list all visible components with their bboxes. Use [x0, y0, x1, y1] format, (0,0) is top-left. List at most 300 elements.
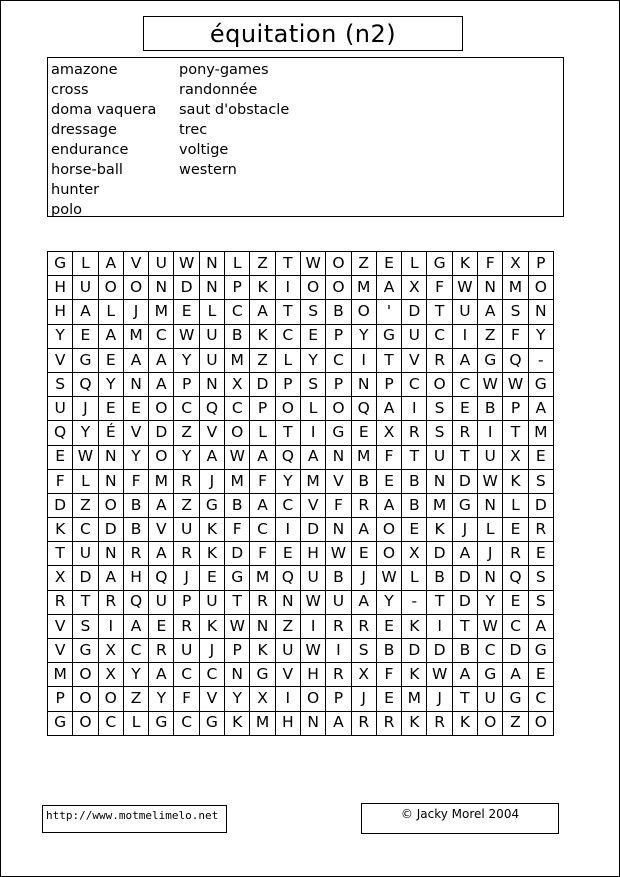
grid-cell[interactable]: K: [402, 711, 427, 735]
grid-cell[interactable]: P: [174, 590, 199, 614]
grid-cell[interactable]: O: [73, 687, 98, 711]
grid-cell[interactable]: E: [376, 687, 401, 711]
grid-cell[interactable]: R: [48, 590, 73, 614]
grid-cell[interactable]: V: [149, 518, 174, 542]
grid-cell[interactable]: K: [225, 711, 250, 735]
grid-cell[interactable]: O: [326, 276, 351, 300]
grid-cell[interactable]: S: [528, 566, 553, 590]
grid-cell[interactable]: P: [250, 397, 275, 421]
grid-cell[interactable]: N: [326, 518, 351, 542]
grid-cell[interactable]: N: [123, 372, 148, 396]
grid-cell[interactable]: A: [98, 252, 123, 276]
grid-cell[interactable]: V: [402, 348, 427, 372]
grid-cell[interactable]: T: [275, 300, 300, 324]
grid-cell[interactable]: D: [427, 639, 452, 663]
grid-cell[interactable]: L: [123, 711, 148, 735]
grid-cell[interactable]: U: [149, 252, 174, 276]
grid-cell[interactable]: G: [73, 348, 98, 372]
grid-cell[interactable]: G: [478, 663, 503, 687]
grid-cell[interactable]: L: [300, 397, 325, 421]
grid-cell[interactable]: R: [427, 711, 452, 735]
grid-cell[interactable]: O: [123, 276, 148, 300]
grid-cell[interactable]: A: [452, 663, 477, 687]
grid-cell[interactable]: L: [225, 252, 250, 276]
grid-cell[interactable]: V: [48, 348, 73, 372]
grid-cell[interactable]: Q: [73, 372, 98, 396]
grid-cell[interactable]: D: [250, 372, 275, 396]
grid-cell[interactable]: T: [225, 590, 250, 614]
grid-cell[interactable]: E: [174, 300, 199, 324]
grid-cell[interactable]: C: [174, 663, 199, 687]
grid-cell[interactable]: Y: [376, 590, 401, 614]
grid-cell[interactable]: S: [528, 469, 553, 493]
grid-cell[interactable]: D: [300, 518, 325, 542]
grid-cell[interactable]: C: [149, 324, 174, 348]
grid-cell[interactable]: M: [528, 421, 553, 445]
grid-cell[interactable]: J: [351, 687, 376, 711]
grid-cell[interactable]: J: [452, 518, 477, 542]
grid-cell[interactable]: H: [48, 300, 73, 324]
grid-cell[interactable]: N: [478, 276, 503, 300]
grid-cell[interactable]: F: [225, 518, 250, 542]
grid-cell[interactable]: Y: [351, 324, 376, 348]
grid-cell[interactable]: U: [402, 324, 427, 348]
grid-cell[interactable]: F: [326, 493, 351, 517]
grid-cell[interactable]: A: [528, 397, 553, 421]
grid-cell[interactable]: R: [326, 663, 351, 687]
grid-cell[interactable]: O: [98, 276, 123, 300]
grid-cell[interactable]: C: [452, 372, 477, 396]
grid-cell[interactable]: C: [73, 518, 98, 542]
grid-cell[interactable]: -: [528, 348, 553, 372]
grid-cell[interactable]: I: [275, 518, 300, 542]
grid-cell[interactable]: Y: [149, 687, 174, 711]
grid-cell[interactable]: R: [351, 614, 376, 638]
grid-cell[interactable]: E: [149, 614, 174, 638]
grid-cell[interactable]: U: [427, 445, 452, 469]
grid-cell[interactable]: K: [402, 663, 427, 687]
grid-cell[interactable]: W: [300, 639, 325, 663]
grid-cell[interactable]: G: [326, 421, 351, 445]
grid-cell[interactable]: W: [73, 445, 98, 469]
grid-cell[interactable]: U: [452, 300, 477, 324]
grid-cell[interactable]: O: [326, 397, 351, 421]
grid-cell[interactable]: J: [199, 469, 224, 493]
grid-cell[interactable]: Y: [225, 687, 250, 711]
grid-cell[interactable]: P: [48, 687, 73, 711]
grid-cell[interactable]: C: [174, 397, 199, 421]
grid-cell[interactable]: A: [123, 614, 148, 638]
grid-cell[interactable]: O: [73, 711, 98, 735]
grid-cell[interactable]: T: [452, 614, 477, 638]
grid-cell[interactable]: Y: [528, 324, 553, 348]
grid-cell[interactable]: C: [225, 397, 250, 421]
grid-cell[interactable]: D: [225, 542, 250, 566]
grid-cell[interactable]: Q: [503, 348, 528, 372]
grid-cell[interactable]: D: [452, 590, 477, 614]
grid-cell[interactable]: N: [199, 276, 224, 300]
grid-cell[interactable]: N: [149, 276, 174, 300]
grid-cell[interactable]: S: [528, 590, 553, 614]
grid-cell[interactable]: W: [478, 372, 503, 396]
grid-cell[interactable]: A: [452, 542, 477, 566]
grid-cell[interactable]: F: [376, 663, 401, 687]
grid-cell[interactable]: E: [199, 566, 224, 590]
grid-cell[interactable]: U: [174, 639, 199, 663]
grid-cell[interactable]: D: [452, 469, 477, 493]
grid-cell[interactable]: N: [275, 590, 300, 614]
grid-cell[interactable]: G: [225, 566, 250, 590]
grid-cell[interactable]: W: [300, 252, 325, 276]
grid-cell[interactable]: M: [149, 300, 174, 324]
grid-cell[interactable]: J: [351, 566, 376, 590]
grid-cell[interactable]: E: [73, 324, 98, 348]
grid-cell[interactable]: M: [351, 445, 376, 469]
grid-cell[interactable]: M: [300, 469, 325, 493]
grid-cell[interactable]: X: [48, 566, 73, 590]
grid-cell[interactable]: U: [73, 276, 98, 300]
grid-cell[interactable]: S: [427, 397, 452, 421]
grid-cell[interactable]: V: [199, 421, 224, 445]
grid-cell[interactable]: P: [376, 372, 401, 396]
grid-cell[interactable]: Z: [275, 614, 300, 638]
grid-cell[interactable]: C: [503, 614, 528, 638]
grid-cell[interactable]: E: [351, 421, 376, 445]
grid-cell[interactable]: L: [275, 348, 300, 372]
grid-cell[interactable]: M: [351, 276, 376, 300]
grid-cell[interactable]: L: [402, 252, 427, 276]
grid-cell[interactable]: I: [452, 324, 477, 348]
grid-cell[interactable]: G: [250, 663, 275, 687]
grid-cell[interactable]: J: [478, 542, 503, 566]
grid-cell[interactable]: S: [427, 421, 452, 445]
grid-cell[interactable]: C: [199, 663, 224, 687]
grid-cell[interactable]: O: [478, 711, 503, 735]
grid-cell[interactable]: D: [528, 493, 553, 517]
grid-cell[interactable]: R: [326, 614, 351, 638]
grid-cell[interactable]: G: [452, 493, 477, 517]
grid-cell[interactable]: E: [275, 542, 300, 566]
grid-cell[interactable]: O: [149, 397, 174, 421]
grid-cell[interactable]: O: [351, 300, 376, 324]
grid-cell[interactable]: T: [376, 348, 401, 372]
grid-cell[interactable]: X: [503, 252, 528, 276]
grid-cell[interactable]: W: [452, 276, 477, 300]
grid-cell[interactable]: K: [452, 252, 477, 276]
grid-cell[interactable]: L: [250, 421, 275, 445]
grid-cell[interactable]: N: [478, 493, 503, 517]
grid-cell[interactable]: A: [149, 348, 174, 372]
grid-cell[interactable]: Z: [123, 687, 148, 711]
grid-cell[interactable]: C: [250, 518, 275, 542]
grid-cell[interactable]: E: [98, 348, 123, 372]
grid-cell[interactable]: G: [48, 252, 73, 276]
grid-cell[interactable]: D: [427, 542, 452, 566]
grid-cell[interactable]: N: [427, 469, 452, 493]
grid-cell[interactable]: G: [503, 687, 528, 711]
grid-cell[interactable]: B: [326, 566, 351, 590]
grid-cell[interactable]: ': [376, 300, 401, 324]
grid-cell[interactable]: A: [123, 348, 148, 372]
grid-cell[interactable]: R: [174, 542, 199, 566]
grid-cell[interactable]: K: [452, 711, 477, 735]
grid-cell[interactable]: W: [174, 324, 199, 348]
grid-cell[interactable]: Q: [275, 566, 300, 590]
grid-cell[interactable]: O: [427, 372, 452, 396]
grid-cell[interactable]: S: [351, 639, 376, 663]
grid-cell[interactable]: Z: [250, 348, 275, 372]
grid-cell[interactable]: A: [351, 590, 376, 614]
grid-cell[interactable]: G: [376, 324, 401, 348]
grid-cell[interactable]: T: [427, 590, 452, 614]
grid-cell[interactable]: S: [503, 300, 528, 324]
grid-cell[interactable]: O: [98, 493, 123, 517]
grid-cell[interactable]: B: [326, 300, 351, 324]
grid-cell[interactable]: I: [326, 639, 351, 663]
grid-cell[interactable]: S: [300, 372, 325, 396]
grid-cell[interactable]: V: [275, 663, 300, 687]
grid-cell[interactable]: U: [300, 566, 325, 590]
grid-cell[interactable]: L: [73, 469, 98, 493]
grid-cell[interactable]: I: [351, 348, 376, 372]
grid-cell[interactable]: N: [98, 445, 123, 469]
grid-cell[interactable]: E: [503, 518, 528, 542]
grid-cell[interactable]: O: [376, 542, 401, 566]
grid-cell[interactable]: I: [427, 614, 452, 638]
grid-cell[interactable]: E: [528, 542, 553, 566]
grid-cell[interactable]: B: [123, 493, 148, 517]
grid-cell[interactable]: F: [376, 445, 401, 469]
grid-cell[interactable]: H: [48, 276, 73, 300]
grid-cell[interactable]: X: [402, 542, 427, 566]
grid-cell[interactable]: O: [73, 663, 98, 687]
grid-cell[interactable]: F: [48, 469, 73, 493]
grid-cell[interactable]: W: [376, 566, 401, 590]
grid-cell[interactable]: B: [225, 324, 250, 348]
grid-cell[interactable]: O: [528, 711, 553, 735]
grid-cell[interactable]: K: [199, 518, 224, 542]
grid-cell[interactable]: A: [250, 493, 275, 517]
grid-cell[interactable]: Y: [73, 421, 98, 445]
grid-cell[interactable]: I: [478, 421, 503, 445]
grid-cell[interactable]: T: [275, 421, 300, 445]
grid-cell[interactable]: G: [73, 639, 98, 663]
grid-cell[interactable]: E: [300, 324, 325, 348]
grid-cell[interactable]: R: [528, 518, 553, 542]
grid-cell[interactable]: R: [503, 542, 528, 566]
grid-cell[interactable]: U: [199, 590, 224, 614]
grid-cell[interactable]: A: [149, 493, 174, 517]
grid-cell[interactable]: Z: [478, 324, 503, 348]
grid-cell[interactable]: X: [225, 372, 250, 396]
grid-cell[interactable]: X: [250, 687, 275, 711]
grid-cell[interactable]: K: [427, 518, 452, 542]
grid-cell[interactable]: X: [376, 421, 401, 445]
grid-cell[interactable]: W: [225, 445, 250, 469]
grid-cell[interactable]: W: [503, 372, 528, 396]
grid-cell[interactable]: O: [275, 397, 300, 421]
grid-cell[interactable]: Z: [250, 252, 275, 276]
grid-cell[interactable]: P: [326, 324, 351, 348]
grid-cell[interactable]: K: [48, 518, 73, 542]
grid-cell[interactable]: C: [98, 711, 123, 735]
grid-cell[interactable]: P: [528, 252, 553, 276]
grid-cell[interactable]: V: [326, 469, 351, 493]
grid-cell[interactable]: R: [452, 421, 477, 445]
grid-cell[interactable]: F: [478, 252, 503, 276]
grid-cell[interactable]: R: [351, 711, 376, 735]
grid-cell[interactable]: X: [98, 639, 123, 663]
grid-cell[interactable]: K: [199, 542, 224, 566]
grid-cell[interactable]: Z: [174, 421, 199, 445]
grid-cell[interactable]: N: [225, 663, 250, 687]
grid-cell[interactable]: T: [48, 542, 73, 566]
grid-cell[interactable]: A: [351, 518, 376, 542]
grid-cell[interactable]: F: [250, 542, 275, 566]
grid-cell[interactable]: J: [427, 687, 452, 711]
grid-cell[interactable]: U: [149, 590, 174, 614]
grid-cell[interactable]: T: [503, 421, 528, 445]
grid-cell[interactable]: E: [376, 252, 401, 276]
grid-cell[interactable]: A: [149, 663, 174, 687]
grid-cell[interactable]: M: [250, 566, 275, 590]
grid-cell[interactable]: E: [503, 590, 528, 614]
grid-cell[interactable]: C: [225, 300, 250, 324]
grid-cell[interactable]: Q: [351, 397, 376, 421]
grid-cell[interactable]: I: [275, 276, 300, 300]
grid-cell[interactable]: Z: [503, 711, 528, 735]
grid-cell[interactable]: Y: [300, 348, 325, 372]
grid-cell[interactable]: G: [199, 493, 224, 517]
grid-cell[interactable]: Y: [478, 590, 503, 614]
grid-cell[interactable]: A: [376, 493, 401, 517]
grid-cell[interactable]: L: [478, 518, 503, 542]
grid-cell[interactable]: R: [98, 590, 123, 614]
grid-cell[interactable]: C: [402, 372, 427, 396]
grid-cell[interactable]: T: [402, 445, 427, 469]
grid-cell[interactable]: U: [326, 590, 351, 614]
grid-cell[interactable]: E: [452, 397, 477, 421]
grid-cell[interactable]: X: [351, 663, 376, 687]
grid-cell[interactable]: P: [326, 687, 351, 711]
grid-cell[interactable]: I: [300, 614, 325, 638]
grid-cell[interactable]: F: [250, 469, 275, 493]
grid-cell[interactable]: M: [402, 687, 427, 711]
grid-cell[interactable]: E: [402, 518, 427, 542]
grid-cell[interactable]: G: [528, 639, 553, 663]
grid-cell[interactable]: Q: [503, 566, 528, 590]
grid-cell[interactable]: E: [48, 445, 73, 469]
grid-cell[interactable]: N: [300, 711, 325, 735]
grid-cell[interactable]: V: [199, 687, 224, 711]
grid-cell[interactable]: D: [98, 518, 123, 542]
grid-cell[interactable]: X: [402, 276, 427, 300]
grid-cell[interactable]: O: [376, 518, 401, 542]
grid-cell[interactable]: J: [174, 566, 199, 590]
grid-cell[interactable]: Q: [123, 590, 148, 614]
grid-cell[interactable]: U: [48, 397, 73, 421]
grid-cell[interactable]: G: [528, 372, 553, 396]
grid-cell[interactable]: Y: [98, 372, 123, 396]
grid-cell[interactable]: P: [275, 372, 300, 396]
grid-cell[interactable]: L: [199, 300, 224, 324]
grid-cell[interactable]: E: [528, 445, 553, 469]
grid-cell[interactable]: U: [275, 639, 300, 663]
grid-cell[interactable]: N: [98, 469, 123, 493]
grid-cell[interactable]: V: [300, 493, 325, 517]
grid-cell[interactable]: B: [402, 469, 427, 493]
grid-cell[interactable]: U: [478, 687, 503, 711]
grid-cell[interactable]: O: [528, 276, 553, 300]
grid-cell[interactable]: O: [300, 276, 325, 300]
grid-cell[interactable]: V: [48, 614, 73, 638]
grid-cell[interactable]: Q: [48, 421, 73, 445]
grid-cell[interactable]: L: [402, 566, 427, 590]
grid-cell[interactable]: A: [376, 276, 401, 300]
grid-cell[interactable]: U: [478, 445, 503, 469]
grid-cell[interactable]: R: [376, 711, 401, 735]
grid-cell[interactable]: R: [427, 348, 452, 372]
grid-cell[interactable]: H: [300, 542, 325, 566]
grid-cell[interactable]: X: [98, 663, 123, 687]
grid-cell[interactable]: S: [48, 372, 73, 396]
grid-cell[interactable]: S: [300, 300, 325, 324]
grid-cell[interactable]: R: [402, 421, 427, 445]
grid-cell[interactable]: Q: [275, 445, 300, 469]
grid-cell[interactable]: B: [427, 566, 452, 590]
grid-cell[interactable]: A: [452, 348, 477, 372]
grid-cell[interactable]: B: [123, 518, 148, 542]
grid-cell[interactable]: A: [149, 542, 174, 566]
grid-cell[interactable]: É: [98, 421, 123, 445]
grid-cell[interactable]: H: [123, 566, 148, 590]
grid-cell[interactable]: N: [528, 300, 553, 324]
grid-cell[interactable]: O: [149, 445, 174, 469]
grid-cell[interactable]: A: [528, 614, 553, 638]
grid-cell[interactable]: M: [503, 276, 528, 300]
grid-cell[interactable]: A: [199, 445, 224, 469]
grid-cell[interactable]: K: [199, 614, 224, 638]
grid-cell[interactable]: R: [174, 469, 199, 493]
grid-cell[interactable]: N: [250, 614, 275, 638]
grid-cell[interactable]: -: [402, 590, 427, 614]
grid-cell[interactable]: A: [73, 300, 98, 324]
grid-cell[interactable]: Y: [174, 348, 199, 372]
grid-cell[interactable]: G: [478, 348, 503, 372]
grid-cell[interactable]: C: [174, 711, 199, 735]
grid-cell[interactable]: Y: [48, 324, 73, 348]
grid-cell[interactable]: T: [73, 590, 98, 614]
grid-cell[interactable]: I: [275, 687, 300, 711]
grid-cell[interactable]: B: [478, 397, 503, 421]
grid-cell[interactable]: E: [376, 469, 401, 493]
grid-cell[interactable]: H: [275, 711, 300, 735]
grid-cell[interactable]: P: [326, 372, 351, 396]
grid-cell[interactable]: F: [174, 687, 199, 711]
grid-cell[interactable]: C: [275, 493, 300, 517]
grid-cell[interactable]: C: [427, 324, 452, 348]
grid-cell[interactable]: Q: [199, 397, 224, 421]
grid-cell[interactable]: N: [351, 372, 376, 396]
grid-cell[interactable]: E: [123, 397, 148, 421]
grid-cell[interactable]: B: [452, 639, 477, 663]
grid-cell[interactable]: I: [98, 614, 123, 638]
grid-cell[interactable]: D: [73, 566, 98, 590]
grid-cell[interactable]: E: [376, 614, 401, 638]
grid-cell[interactable]: A: [149, 372, 174, 396]
grid-cell[interactable]: A: [250, 445, 275, 469]
grid-cell[interactable]: N: [199, 372, 224, 396]
